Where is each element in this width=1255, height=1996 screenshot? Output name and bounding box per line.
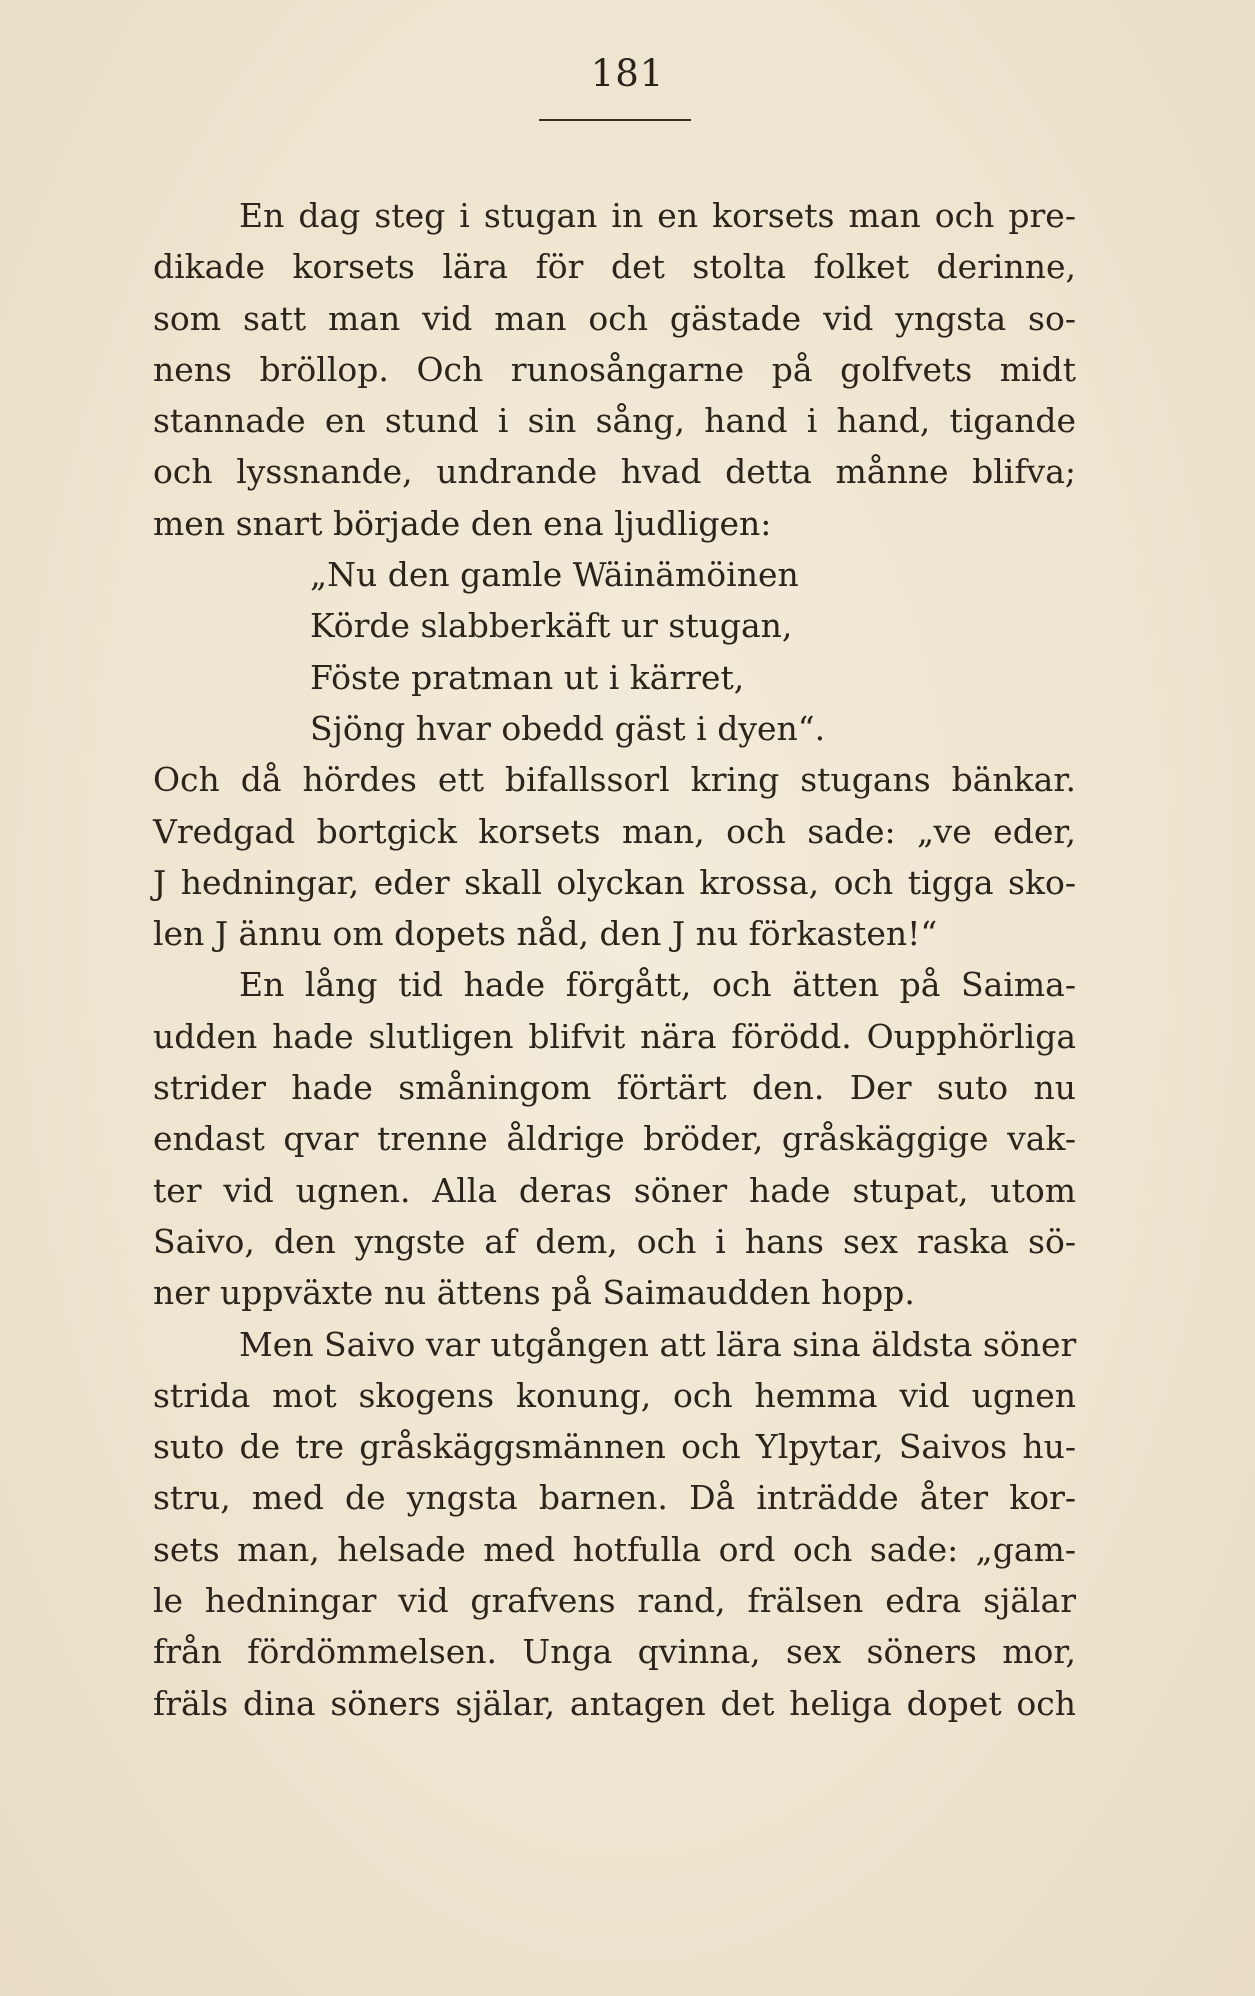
text-line: stru, med de yngsta barnen. Då inträdde åter kor- xyxy=(153,1478,1076,1518)
text-line: fräls dina söners själar, antagen det heliga dopet och xyxy=(153,1683,1076,1723)
text-line: len J ännu om dopets nåd, den J nu förkasten!“ xyxy=(153,914,938,954)
page-number: 181 xyxy=(590,52,665,95)
text-line: nens bröllop. Och runosångarne på golfvets midt xyxy=(153,349,1076,389)
text-line: udden hade slutligen blifvit nära förödd. Oupphörliga xyxy=(153,1016,1076,1056)
text-line: Körde slabberkäft ur stugan, xyxy=(310,606,793,646)
text-line: från fördömmelsen. Unga qvinna, sex söners mor, xyxy=(153,1632,1076,1672)
text-line: En dag steg i stugan in en korsets man och pre- xyxy=(239,196,1076,235)
text-line: dikade korsets lära för det stolta folket derinne, xyxy=(153,247,1076,287)
text-line: som satt man vid man och gästade vid yngsta so- xyxy=(153,298,1076,338)
text-line: En lång tid hade förgått, och ätten på Saima- xyxy=(239,965,1076,1005)
text-line: sets man, helsade med hotfulla ord och sade: „gam- xyxy=(153,1529,1076,1569)
body-text xyxy=(153,190,1076,1729)
text-line: ner uppväxte nu ättens på Saimaudden hopp. xyxy=(153,1273,915,1313)
text-line: Sjöng hvar obedd gäst i dyen“. xyxy=(310,708,826,748)
text-line: och lyssnande, undrande hvad detta månne blifva; xyxy=(153,452,1076,492)
header-rule xyxy=(539,119,691,121)
text-line: strider hade småningom förtärt den. Der suto nu xyxy=(153,1068,1076,1108)
text-line: J hedningar, eder skall olyckan krossa, och tigga sko- xyxy=(153,862,1076,902)
text-line: endast qvar trenne åldrige bröder, gråskäggige vak- xyxy=(153,1119,1076,1159)
text-line: Och då hördes ett bifallssorl kring stugans bänkar. xyxy=(153,760,1076,800)
text-line: men snart började den ena ljudligen: xyxy=(153,503,772,543)
text-line: Föste pratman ut i kärret, xyxy=(310,657,745,697)
text-line: suto de tre gråskäggsmännen och Ylpytar, Saivos hu- xyxy=(153,1427,1076,1467)
text-line: ter vid ugnen. Alla deras söner hade stupat, utom xyxy=(153,1170,1076,1210)
text-line: Men Saivo var utgången att lära sina äldsta söner xyxy=(239,1324,1077,1364)
text-line: Saivo, den yngste af dem, och i hans sex raska sö- xyxy=(153,1221,1076,1261)
text-line: Vredgad bortgick korsets man, och sade: „ve eder, xyxy=(153,811,1076,851)
text-line: strida mot skogens konung, och hemma vid ugnen xyxy=(153,1375,1076,1415)
text-line: „Nu den gamle Wäinämöinen xyxy=(310,555,799,595)
text-line: stannade en stund i sin sång, hand i hand, tigande xyxy=(153,401,1076,441)
text-line: le hedningar vid grafvens rand, frälsen edra själar xyxy=(153,1581,1076,1621)
